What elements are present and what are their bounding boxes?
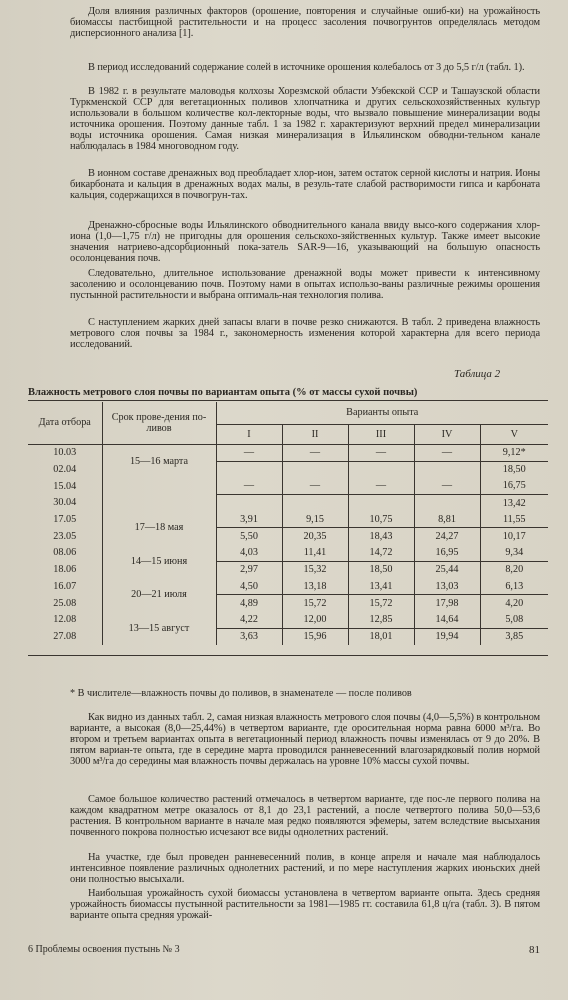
value-cell: 10,17 (480, 528, 548, 545)
date-cell: 18.06 (53, 564, 77, 576)
value-cell: 5,50 (216, 528, 282, 545)
date-cell: 27.08 (53, 630, 77, 642)
value-cell: 15,32 (282, 561, 348, 578)
paragraph: Самое большое количество растений отмечалось в четвертом варианте, где пос-ле первого полива на каждом квадратном метре оказалось от 8,1 до 23,1 растений, а после четвертого полива 50,0—53,6 растения. В контрольном варианте в начале мая редко появляются эфемеры, затем вследствие высыхания почвенного покрова полностью исчезают все виды однолетних растений. (70, 794, 540, 839)
value-cell: 9,34 (480, 545, 548, 562)
value-cell: 8,81 (414, 511, 480, 528)
date-cell: 30.04 (53, 497, 77, 509)
date-cell: 17.05 (53, 514, 77, 526)
value-cell (348, 495, 414, 512)
header-variant-5: V (480, 424, 548, 444)
value-cell: 18,50 (348, 561, 414, 578)
value-cell: 18,43 (348, 528, 414, 545)
value-cell: 15,72 (348, 595, 414, 612)
paragraph: В период исследований содержание солей в источнике орошения колебалось от 3 до 5,5 г/л (табл. 1). (88, 62, 525, 73)
paragraph: Дренажно-сбросные воды Ильялинского обводнительного канала ввиду высо-кого содержания хлор-иона (1,0—1,75 г/л) не пригодны для орошения сельскохо-зяйственных культур. Также имеет высокие значения натриево-адсорбционный пока-затель SAR-9—16, указывающий на большую опасность осолонцевания почв. (70, 220, 540, 265)
header-period: Срок прове-дения по-ливов (102, 402, 216, 444)
value-cell: 6,13 (480, 578, 548, 595)
header-variant-2: II (282, 424, 348, 444)
page-number: 81 (529, 944, 540, 956)
paragraph: Следовательно, длительное использование дренажной воды может привести к интенсивному засолению и осолонцеванию почв. Поэтому нами в опытах использо-ваны различные режимы орошения пустынной растительности и выбрана оптималь-ная технология полива. (70, 268, 540, 302)
table-row (28, 511, 548, 528)
value-cell: 20,35 (282, 528, 348, 545)
date-cell: 02.04 (53, 464, 77, 476)
paragraph: В ионном составе дренажных вод преобладает хлор-ион, затем остаток серной кислоты и натрия. Ионы бикарбоната и кальция в дренажных водах малы, в резуль-тате слабой растворимости гипса и карбоната кальция, содержащихся в почвогрун-тах. (70, 168, 540, 202)
value-cell: 4,22 (216, 611, 282, 628)
value-cell: 19,94 (414, 628, 480, 645)
value-cell: — (282, 444, 348, 461)
paragraph: С наступлением жарких дней запасы влаги в почве резко снижаются. В табл. 2 приведена влажность метрового слоя почвы за 1984 г., закономерность изменения которой характерна для всего периода исследований. (70, 317, 540, 351)
period-cell: 15—16 марта (102, 444, 216, 478)
value-cell: — (414, 444, 480, 461)
table-row (28, 444, 548, 461)
paragraph: Как видно из данных табл. 2, самая низкая влажность метрового слоя почвы (4,0—5,5%) в контрольном варианте, а высокая (8,0—25,44%) в четвертом варианте, где оросительная норма равна 6000 м³/га. Во втором и третьем вариантах опыта в вегетационный период влажность почвы изменялась от 9 до 20%. В пятом вариан-те опыта, где в середине марта проводился ранневесенний влагозарядковый полив нормой 3000 м³/га до середины мая влажность почвы держалась на уровне 10% массы сухой почвы. (70, 712, 540, 768)
value-cell: 4,03 (216, 545, 282, 562)
header-date: Дата отбора (28, 402, 102, 444)
value-cell: 12,85 (348, 611, 414, 628)
value-cell: 18,50 (480, 461, 548, 478)
paragraph: Наибольшая урожайность сухой биомассы установлена в четвертом варианте опыта. Здесь средняя урожайность биомассы пустынной растительности за 1981—1985 гг. составила 61,8 ц/га (табл. 3). В пятом варианте опыта средняя урожай- (70, 888, 540, 922)
period-cell (102, 478, 216, 511)
value-cell: 13,18 (282, 578, 348, 595)
value-cell: 10,75 (348, 511, 414, 528)
paragraph: Доля влияния различных факторов (орошение, повторения и случайные ошиб-ки) на урожайность биомассы пастбищной растительности и на процесс засоления почвогрунтов определялась методом дисперсионного анализа [1]. (70, 6, 540, 40)
value-cell: 15,72 (282, 595, 348, 612)
value-cell: 3,85 (480, 628, 548, 645)
value-cell: 3,63 (216, 628, 282, 645)
date-cell: 08.06 (53, 547, 77, 559)
value-cell (282, 461, 348, 478)
header-variant-1: I (216, 424, 282, 444)
value-cell: 15,96 (282, 628, 348, 645)
header-variants: Варианты опыта (216, 402, 548, 424)
table-bottom-rule (28, 655, 548, 656)
value-cell: 9,12* (480, 444, 548, 461)
moisture-table (28, 402, 548, 645)
value-cell (414, 495, 480, 512)
value-cell: 18,01 (348, 628, 414, 645)
value-cell: 11,55 (480, 511, 548, 528)
value-cell: 14,72 (348, 545, 414, 562)
table-row (28, 478, 548, 495)
header-variant-4: IV (414, 424, 480, 444)
date-cell: 12.08 (53, 614, 77, 626)
value-cell: 16,95 (414, 545, 480, 562)
value-cell (216, 495, 282, 512)
value-cell: 14,64 (414, 611, 480, 628)
paragraph: На участке, где был проведен ранневесенний полив, в конце апреля и начале мая наблюдалось интенсивное появление различных однолетних растений, и по мере наступления жарких июньских дней они полностью высыхали. (70, 852, 540, 886)
table-footnote: * В числителе—влажность почвы до поливов, в знаменателе — после поливов (70, 688, 412, 699)
table-row (28, 611, 548, 628)
value-cell: 24,27 (414, 528, 480, 545)
value-cell: — (348, 478, 414, 495)
value-cell: 13,42 (480, 495, 548, 512)
value-cell (282, 495, 348, 512)
value-cell: 11,41 (282, 545, 348, 562)
value-cell: 16,75 (480, 478, 548, 495)
table-top-rule (28, 400, 548, 401)
value-cell: 12,00 (282, 611, 348, 628)
value-cell (348, 461, 414, 478)
table-row (28, 545, 548, 562)
value-cell: — (348, 444, 414, 461)
value-cell: 25,44 (414, 561, 480, 578)
value-cell: 3,91 (216, 511, 282, 528)
value-cell: 13,03 (414, 578, 480, 595)
value-cell: 4,89 (216, 595, 282, 612)
value-cell: 4,50 (216, 578, 282, 595)
value-cell: — (216, 478, 282, 495)
value-cell: 13,41 (348, 578, 414, 595)
value-cell: — (414, 478, 480, 495)
date-cell: 15.04 (53, 480, 77, 492)
footer-journal: 6 Проблемы освоения пустынь № 3 (28, 944, 180, 955)
value-cell: 8,20 (480, 561, 548, 578)
paragraph: В 1982 г. в результате маловодья колхозы Хорезмской области Узбекской ССР и Ташаузской области Туркменской ССР для вегетационных поливов хлопчатника и других сельскохозяйственных культур использовали в большом количестве кол-лекторные воды, что вызвало повышение минерализации воды источника орошения. Поэтому данные табл. 1 за 1982 г. характеризуют верхний предел минерализации воды источника орошения. Самая низкая минерализация в Ильялинском обводни-тельном канале наблюдалась в 1984 многоводном году. (70, 86, 540, 153)
value-cell: 4,20 (480, 595, 548, 612)
date-cell: 23.05 (53, 530, 77, 542)
value-cell (414, 461, 480, 478)
period-cell: 20—21 июля (102, 578, 216, 611)
value-cell: 2,97 (216, 561, 282, 578)
value-cell: — (216, 444, 282, 461)
value-cell (216, 461, 282, 478)
value-cell: 5,08 (480, 611, 548, 628)
date-cell: 16.07 (53, 580, 77, 592)
date-cell: 25.08 (53, 597, 77, 609)
date-cell: 10.03 (53, 447, 77, 459)
header-variant-3: III (348, 424, 414, 444)
period-cell: 13—15 август (102, 611, 216, 644)
period-cell: 14—15 июня (102, 545, 216, 578)
period-cell: 17—18 мая (102, 511, 216, 544)
table-caption: Таблица 2 (454, 368, 501, 380)
table-row (28, 578, 548, 595)
value-cell: 17,98 (414, 595, 480, 612)
table-title: Влажность метрового слоя почвы по вариантам опыта (% от массы сухой почвы) (28, 387, 418, 398)
value-cell: 9,15 (282, 511, 348, 528)
value-cell: — (282, 478, 348, 495)
